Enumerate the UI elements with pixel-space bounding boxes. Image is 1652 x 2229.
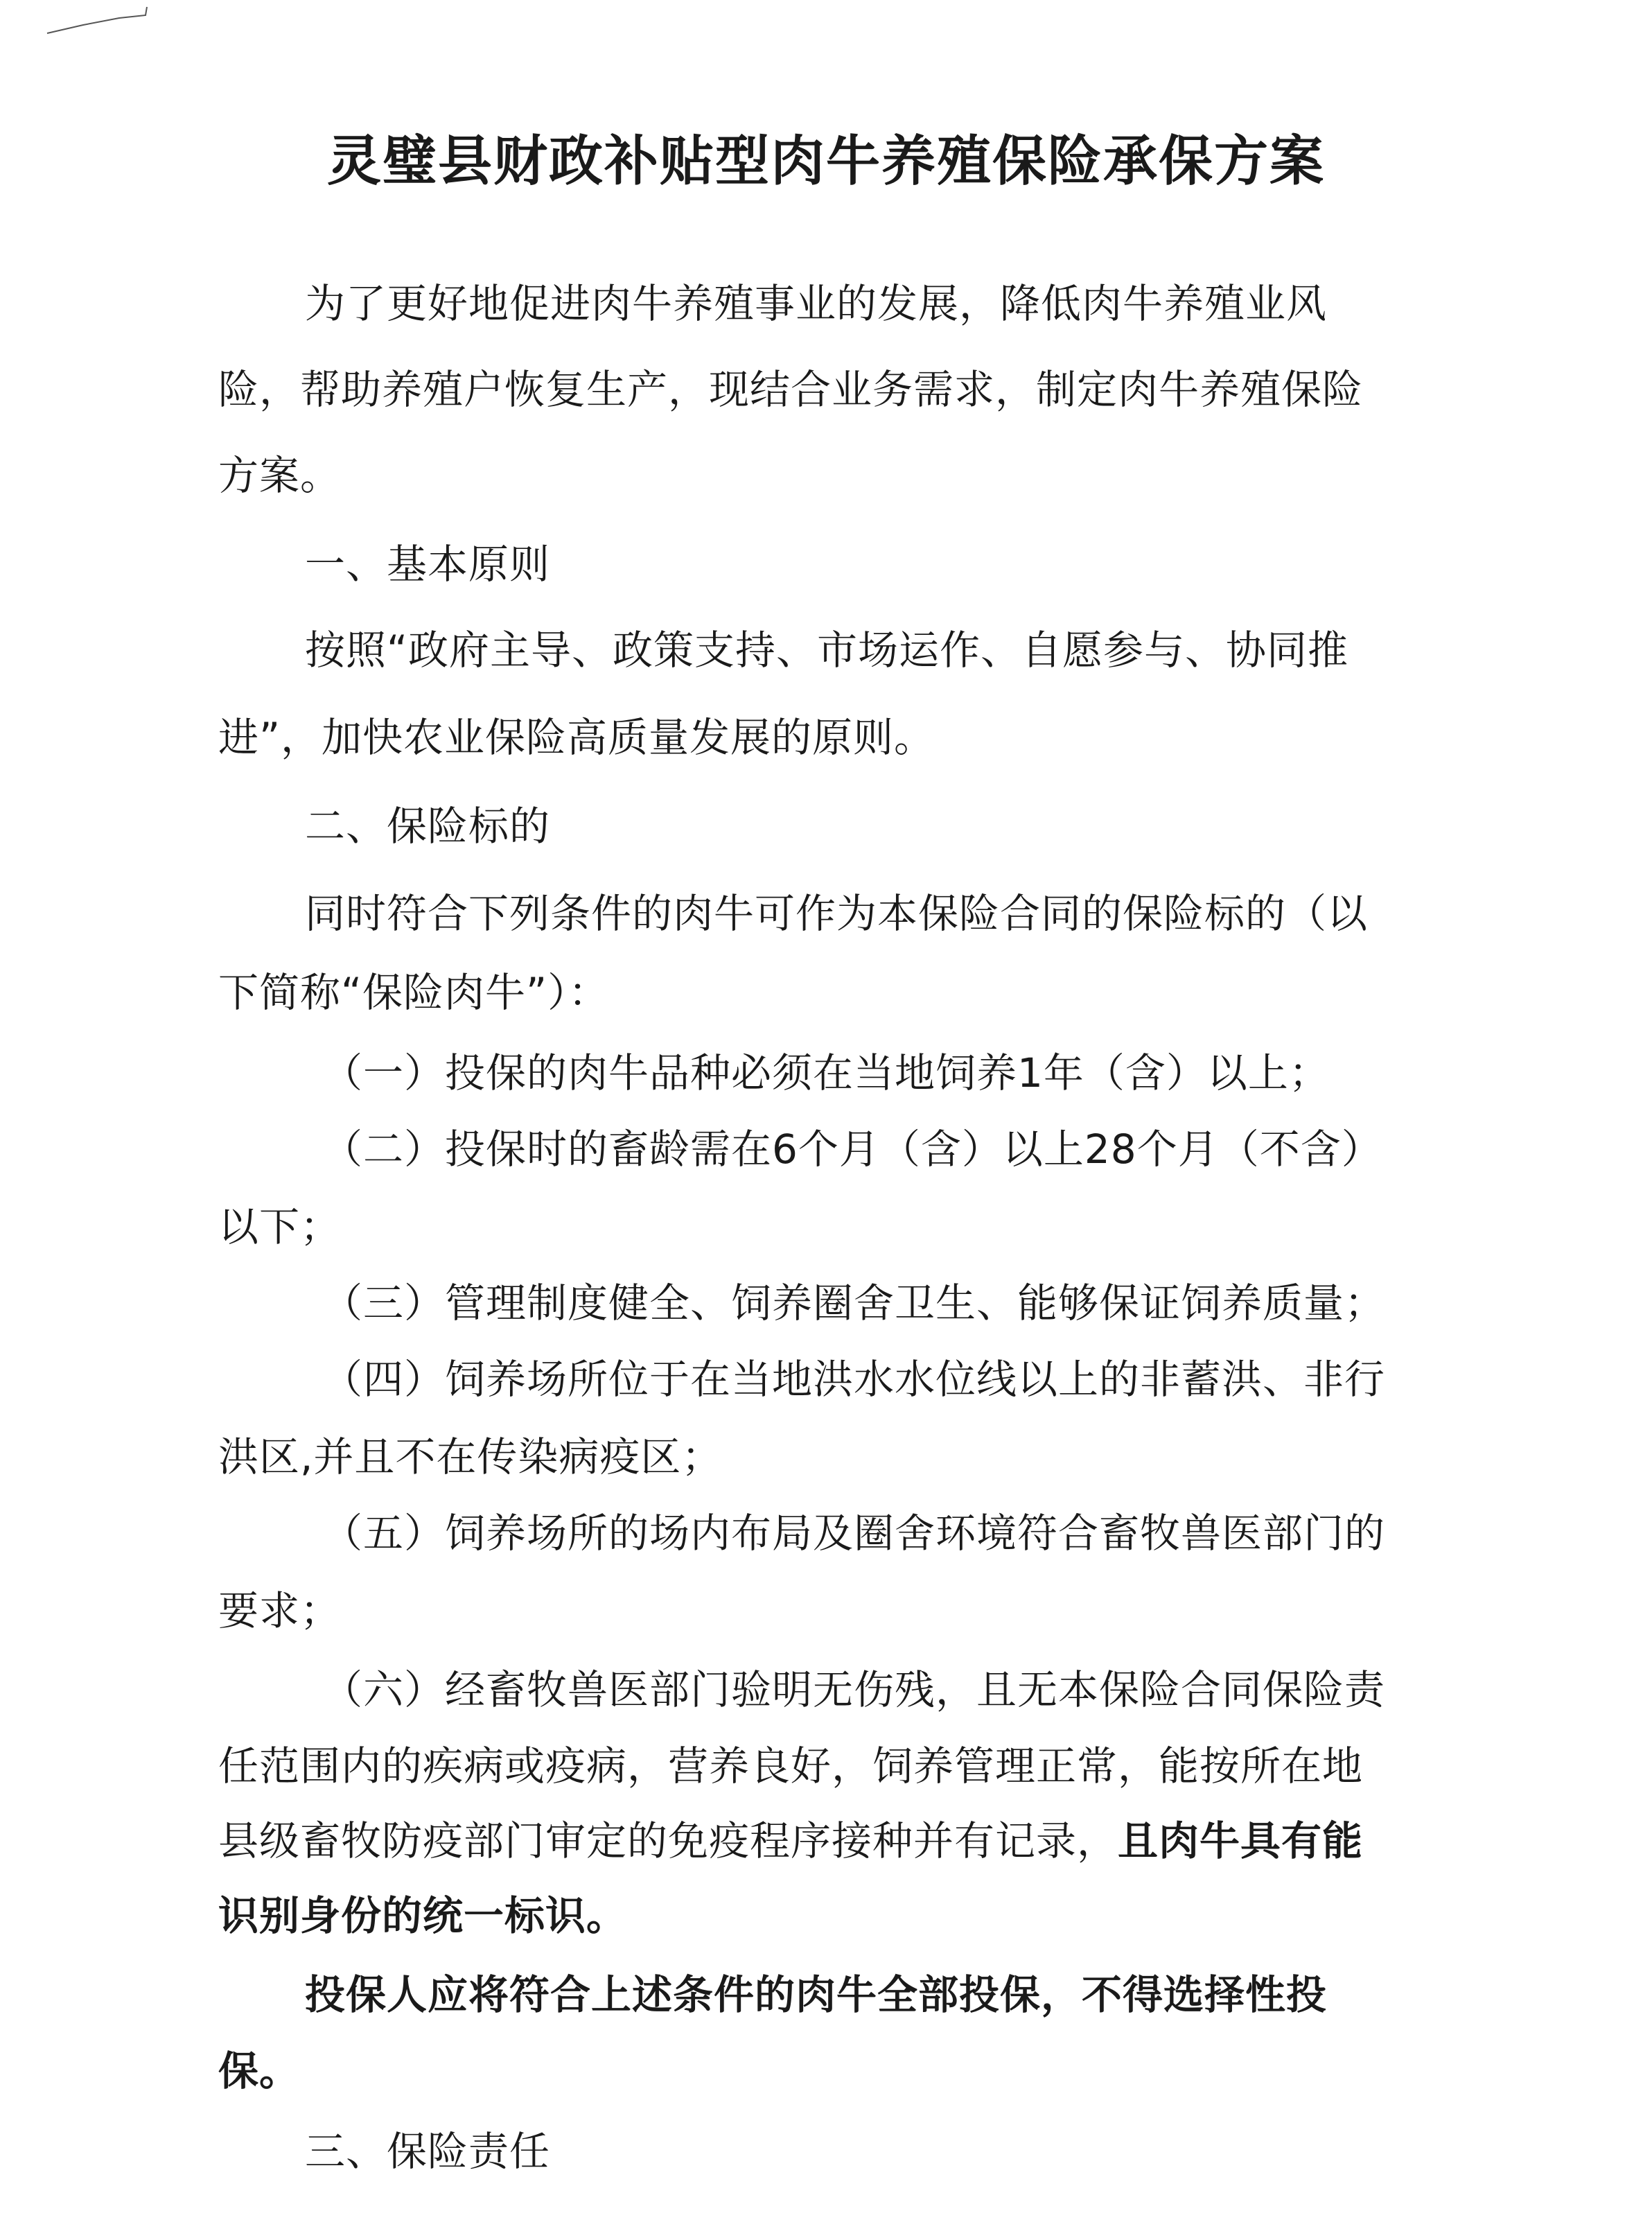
bold-paragraph-line: 投保人应将符合上述条件的肉牛全部投保，不得选择性投 (305, 1971, 1328, 2018)
section-heading: 三、保险责任 (305, 2128, 551, 2175)
paragraph-line: 方案。 (218, 452, 342, 499)
paragraph-line: 按照“政府主导、政策支持、市场运作、自愿参与、协同推 (305, 627, 1349, 674)
paragraph-line: 为了更好地促进肉牛养殖事业的发展，降低肉牛养殖业风 (305, 280, 1328, 327)
line-text-regular: 县级畜牧防疫部门审定的免疫程序接种并有记录， (218, 1817, 1118, 1864)
list-item-continuation: 要求； (218, 1587, 342, 1634)
bold-paragraph-line: 保。 (218, 2047, 301, 2095)
document-title: 灵璧县财政补贴型肉牛养殖保险承保方案 (326, 130, 1325, 193)
paragraph-line: 进”，加快农业保险高质量发展的原则。 (218, 714, 935, 761)
list-item: （四）饲养场所位于在当地洪水水位线以上的非蓄洪、非行 (322, 1356, 1386, 1403)
list-item-continuation-bold: 识别身份的统一标识。 (218, 1892, 628, 1939)
pen-stroke-mark (42, 0, 159, 42)
paragraph-line: 险，帮助养殖户恢复生产，现结合业务需求，制定肉牛养殖保险 (218, 366, 1364, 413)
list-item: （二）投保时的畜龄需在6个月（含）以上28个月（不含） (322, 1126, 1382, 1173)
section-heading: 一、基本原则 (305, 541, 551, 588)
paragraph-line: 同时符合下列条件的肉牛可作为本保险合同的保险标的（以 (305, 890, 1369, 937)
list-item-continuation: 洪区,并且不在传染病疫区； (218, 1433, 723, 1480)
list-item: （一）投保的肉牛品种必须在当地饲养1年（含）以上； (322, 1049, 1330, 1096)
list-item-continuation (218, 1813, 1363, 1869)
list-item-continuation: 以下； (218, 1203, 342, 1250)
list-item: （三）管理制度健全、饲养圈舍卫生、能够保证饲养质量； (322, 1279, 1386, 1327)
list-item-continuation: 任范围内的疾病或疫病，营养良好，饲养管理正常，能按所在地 (218, 1742, 1364, 1790)
section-heading: 二、保险标的 (305, 803, 551, 850)
list-item: （五）饲养场所的场内布局及圈舍环境符合畜牧兽医部门的 (322, 1510, 1386, 1557)
line-text-bold: 且肉牛具有能 (1118, 1817, 1364, 1864)
paragraph-line: 下简称“保险肉牛”）： (218, 969, 610, 1016)
list-item: （六）经畜牧兽医部门验明无伤残，且无本保险合同保险责 (322, 1666, 1386, 1713)
